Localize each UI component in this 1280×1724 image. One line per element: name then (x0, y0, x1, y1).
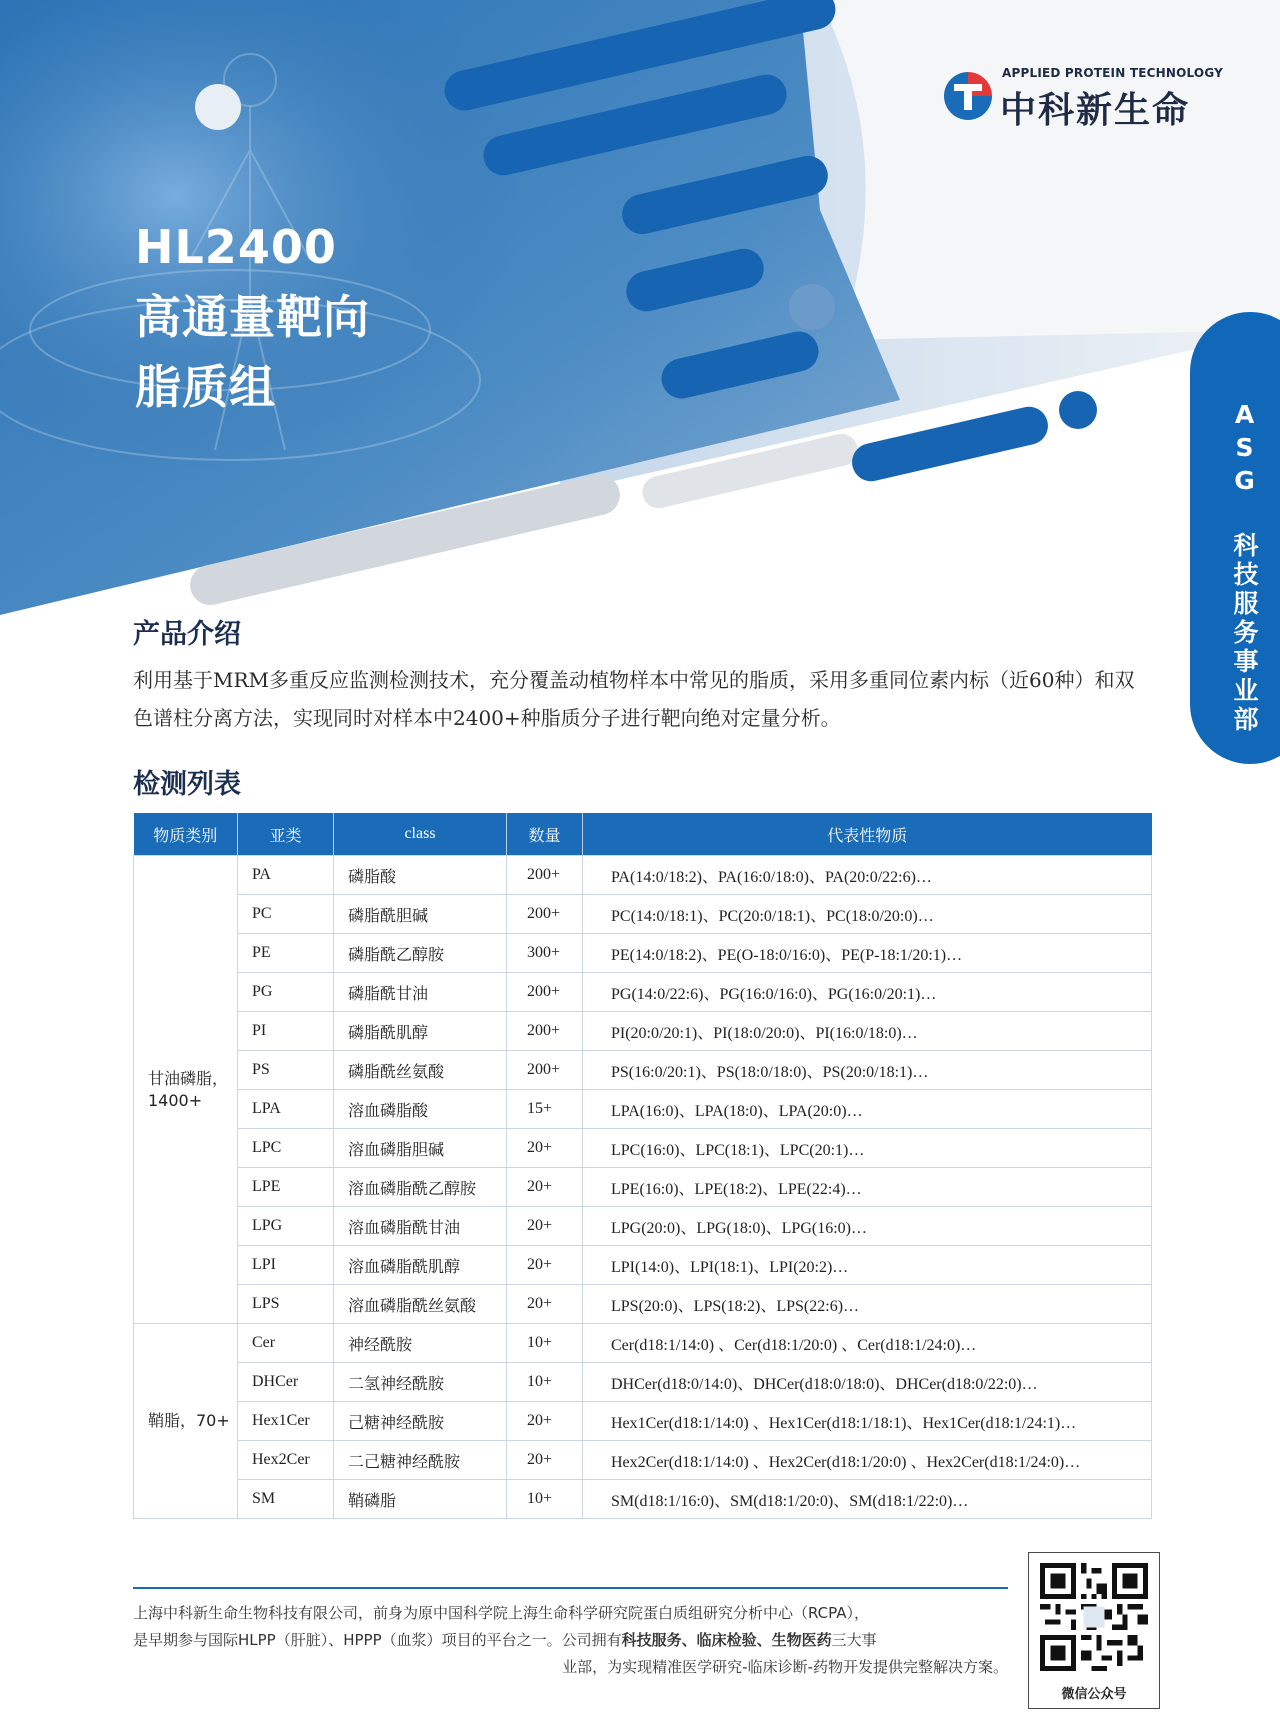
class-cell: 磷脂酰胆碱 (334, 895, 507, 934)
table-header-row (134, 813, 1152, 856)
count-cell: 20+ (507, 1246, 583, 1285)
representative-cell: LPC(16:0)、LPC(18:1)、LPC(20:1)… (583, 1129, 1152, 1168)
apt-logo-icon (942, 70, 994, 122)
subclass-cell: DHCer (238, 1363, 334, 1402)
count-cell: 20+ (507, 1168, 583, 1207)
representative-cell: Hex1Cer(d18:1/14:0) 、Hex1Cer(d18:1/18:1)、Hex1Cer(d18:1/24:1)… (583, 1402, 1152, 1441)
subclass-cell: LPS (238, 1285, 334, 1324)
header-subclass: 亚类 (238, 813, 334, 856)
category-cell: 鞘脂，70+ (134, 1324, 238, 1519)
class-cell: 溶血磷脂酰肌醇 (334, 1246, 507, 1285)
count-cell: 300+ (507, 934, 583, 973)
logo-chinese: 中科新生命 (1000, 90, 1191, 131)
count-cell: 20+ (507, 1441, 583, 1480)
subclass-cell: Hex2Cer (238, 1441, 334, 1480)
class-cell: 磷脂酰乙醇胺 (334, 934, 507, 973)
count-cell: 10+ (507, 1480, 583, 1519)
representative-cell: Hex2Cer(d18:1/14:0) 、Hex2Cer(d18:1/20:0) 、Hex2Cer(d18:1/24:0)… (583, 1441, 1152, 1480)
class-cell: 溶血磷脂酰丝氨酸 (334, 1285, 507, 1324)
count-cell: 200+ (507, 895, 583, 934)
class-cell: 磷脂酰肌醇 (334, 1012, 507, 1051)
table-row (134, 934, 1152, 973)
intro-text: 利用基于MRM多重反应监测检测技术，充分覆盖动植物样本中常见的脂质，采用多重同位素内标（近60种）和双色谱柱分离方法，实现同时对样本中2400+种脂质分子进行靶向绝对定量分析。 (133, 668, 1135, 730)
representative-cell: PE(14:0/18:2)、PE(O-18:0/16:0)、PE(P-18:1/20:1)… (583, 934, 1152, 973)
representative-cell: LPG(20:0)、LPG(18:0)、LPG(16:0)… (583, 1207, 1152, 1246)
category-cell: 甘油磷脂， 1400+ (134, 856, 238, 1324)
count-cell: 10+ (507, 1363, 583, 1402)
subclass-cell: PC (238, 895, 334, 934)
count-cell: 20+ (507, 1129, 583, 1168)
table-row (134, 1246, 1152, 1285)
subclass-cell: PE (238, 934, 334, 973)
class-cell: 二己糖神经酰胺 (334, 1441, 507, 1480)
class-cell: 磷脂酸 (334, 856, 507, 895)
subclass-cell: PG (238, 973, 334, 1012)
subclass-cell: SM (238, 1480, 334, 1519)
table-row (134, 1402, 1152, 1441)
hero-title-line-3: 脂质组 (135, 360, 276, 414)
class-cell: 磷脂酰丝氨酸 (334, 1051, 507, 1090)
count-cell: 200+ (507, 973, 583, 1012)
representative-cell: PA(14:0/18:2)、PA(16:0/18:0)、PA(20:0/22:6)… (583, 856, 1152, 895)
count-cell: 200+ (507, 1012, 583, 1051)
table-row (134, 973, 1152, 1012)
representative-cell: PG(14:0/22:6)、PG(16:0/16:0)、PG(16:0/20:1)… (583, 973, 1152, 1012)
side-tab-label: ASG 科技服务事业部 (1230, 400, 1259, 735)
table-row (134, 1324, 1152, 1363)
class-cell: 二氢神经酰胺 (334, 1363, 507, 1402)
header-representative: 代表性物质 (583, 813, 1152, 856)
footer-text (133, 1600, 1008, 1681)
subclass-cell: PA (238, 856, 334, 895)
table-row (134, 1168, 1152, 1207)
table-row (134, 895, 1152, 934)
class-cell: 溶血磷脂酰甘油 (334, 1207, 507, 1246)
logo-english: APPLIED PROTEIN TECHNOLOGY (1002, 66, 1224, 80)
table-row (134, 1480, 1152, 1519)
representative-cell: LPI(14:0)、LPI(18:1)、LPI(20:2)… (583, 1246, 1152, 1285)
class-cell: 己糖神经酰胺 (334, 1402, 507, 1441)
subclass-cell: PS (238, 1051, 334, 1090)
table-row (134, 1012, 1152, 1051)
count-cell: 10+ (507, 1324, 583, 1363)
representative-cell: Cer(d18:1/14:0) 、Cer(d18:1/20:0) 、Cer(d18:1/24:0)… (583, 1324, 1152, 1363)
subclass-cell: LPE (238, 1168, 334, 1207)
side-tab (1190, 312, 1280, 764)
table-row (134, 856, 1152, 895)
count-cell: 200+ (507, 856, 583, 895)
representative-cell: PC(14:0/18:1)、PC(20:0/18:1)、PC(18:0/20:0)… (583, 895, 1152, 934)
footer-line-2a: 是早期参与国际HLPP（肝脏）、HPPP（血浆）项目的平台之一。公司拥有 (133, 1631, 622, 1649)
class-cell: 溶血磷脂酰乙醇胺 (334, 1168, 507, 1207)
detection-table (133, 813, 1152, 1519)
class-cell: 鞘磷脂 (334, 1480, 507, 1519)
header-count: 数量 (507, 813, 583, 856)
subclass-cell: LPC (238, 1129, 334, 1168)
hero-title-line-1: HL2400 (135, 220, 337, 274)
header-category: 物质类别 (134, 813, 238, 856)
qr-code-icon (1040, 1563, 1148, 1671)
class-cell: 溶血磷脂酸 (334, 1090, 507, 1129)
representative-cell: DHCer(d18:0/14:0)、DHCer(d18:0/18:0)、DHCer(d18:0/22:0)… (583, 1363, 1152, 1402)
subclass-cell: LPG (238, 1207, 334, 1246)
table-row (134, 1051, 1152, 1090)
count-cell: 15+ (507, 1090, 583, 1129)
company-logo (942, 64, 1224, 131)
hero-title-line-2: 高通量靶向 (135, 290, 370, 344)
representative-cell: PS(16:0/20:1)、PS(18:0/18:0)、PS(20:0/18:1)… (583, 1051, 1152, 1090)
representative-cell: LPA(16:0)、LPA(18:0)、LPA(20:0)… (583, 1090, 1152, 1129)
table-heading: 检测列表 (133, 769, 241, 800)
representative-cell: SM(d18:1/16:0)、SM(d18:1/20:0)、SM(d18:1/22:0)… (583, 1480, 1152, 1519)
table-row (134, 1207, 1152, 1246)
class-cell: 溶血磷脂胆碱 (334, 1129, 507, 1168)
footer-line-1: 上海中科新生命生物科技有限公司，前身为原中国科学院上海生命科学研究院蛋白质组研究分析中心（RCPA）， (133, 1604, 870, 1622)
table-row (134, 1129, 1152, 1168)
count-cell: 20+ (507, 1207, 583, 1246)
count-cell: 20+ (507, 1402, 583, 1441)
subclass-cell: LPA (238, 1090, 334, 1129)
subclass-cell: PI (238, 1012, 334, 1051)
footer-divider (133, 1587, 1008, 1589)
table-row (134, 1090, 1152, 1129)
table-row (134, 1285, 1152, 1324)
class-cell: 磷脂酰甘油 (334, 973, 507, 1012)
class-cell: 神经酰胺 (334, 1324, 507, 1363)
table-row (134, 1363, 1152, 1402)
representative-cell: PI(20:0/20:1)、PI(18:0/20:0)、PI(16:0/18:0)… (583, 1012, 1152, 1051)
table-row (134, 1441, 1152, 1480)
header-class: class (334, 813, 507, 856)
footer-line-2-bold: 科技服务、临床检验、生物医药 (621, 1631, 832, 1649)
subclass-cell: Cer (238, 1324, 334, 1363)
subclass-cell: Hex1Cer (238, 1402, 334, 1441)
count-cell: 20+ (507, 1285, 583, 1324)
count-cell: 200+ (507, 1051, 583, 1090)
representative-cell: LPS(20:0)、LPS(18:2)、LPS(22:6)… (583, 1285, 1152, 1324)
footer-line-2b: 三大事 (831, 1631, 877, 1649)
intro-heading: 产品介绍 (133, 619, 241, 650)
qr-label: 微信公众号 (1061, 1687, 1127, 1702)
subclass-cell: LPI (238, 1246, 334, 1285)
footer-line-3: 业部，为实现精准医学研究-临床诊断-药物开发提供完整解决方案。 (562, 1658, 1008, 1676)
qr-code-box (1028, 1552, 1160, 1709)
representative-cell: LPE(16:0)、LPE(18:2)、LPE(22:4)… (583, 1168, 1152, 1207)
hero-title (135, 212, 370, 422)
